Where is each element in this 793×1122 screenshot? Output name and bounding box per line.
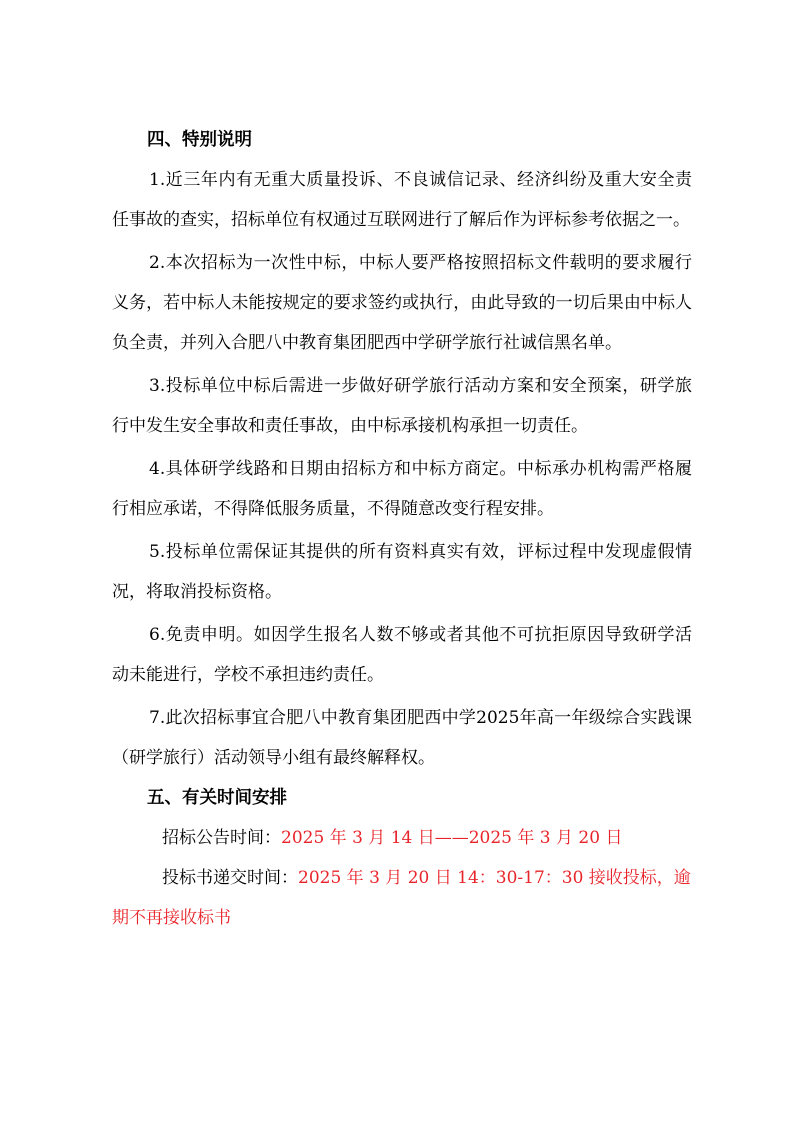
note-item-3: 3.投标单位中标后需进一步做好研学旅行活动方案和安全预案，研学旅行中发生安全事故和责任事故，由中标承接机构承担一切责任。 <box>112 376 692 436</box>
note-item-5: 5.投标单位需保证其提供的所有资料真实有效，评标过程中发现虚假情况，将取消投标资格。 <box>112 542 692 602</box>
section-heading-special-notes: 四、特别说明 <box>147 130 252 150</box>
note-item-4: 4.具体研学线路和日期由招标方和中标方商定。中标承办机构需严格履行相应承诺，不得降低服务质量，不得随意改变行程安排。 <box>112 459 692 519</box>
note-item-2: 2.本次招标为一次性中标，中标人要严格按照招标文件载明的要求履行义务，若中标人未能按规定的要求签约或执行，由此导致的一切后果由中标人负全责，并列入合肥八中教育集团肥西中学研学旅行社诚信黑名单。 <box>112 253 692 353</box>
note-item-7: 7.此次招标事宜合肥八中教育集团肥西中学2025年高一年级综合实践课（研学旅行）活动领导小组有最终解释权。 <box>112 708 692 768</box>
note-item-6: 6.免责申明。如因学生报名人数不够或者其他不可抗拒原因导致研学活动未能进行，学校不承担违约责任。 <box>112 625 692 685</box>
submission-time-label: 投标书递交时间： <box>162 868 298 888</box>
submission-time-line <box>112 858 692 938</box>
announcement-time-label: 招标公告时间： <box>162 828 281 848</box>
submission-time-value: 2025 年 3 月 20 日 14：30-17：30 接收投标，逾期不再接收标书 <box>112 868 691 928</box>
announcement-time-range: 2025 年 3 月 14 日——2025 年 3 月 20 日 <box>281 828 623 848</box>
announcement-time-line <box>112 818 692 858</box>
document-body <box>112 120 692 938</box>
note-item-1: 1.近三年内有无重大质量投诉、不良诚信记录、经济纠纷及重大安全责任事故的查实，招标单位有权通过互联网进行了解后作为评标参考依据之一。 <box>112 170 692 230</box>
section-heading-schedule: 五、有关时间安排 <box>147 788 287 808</box>
